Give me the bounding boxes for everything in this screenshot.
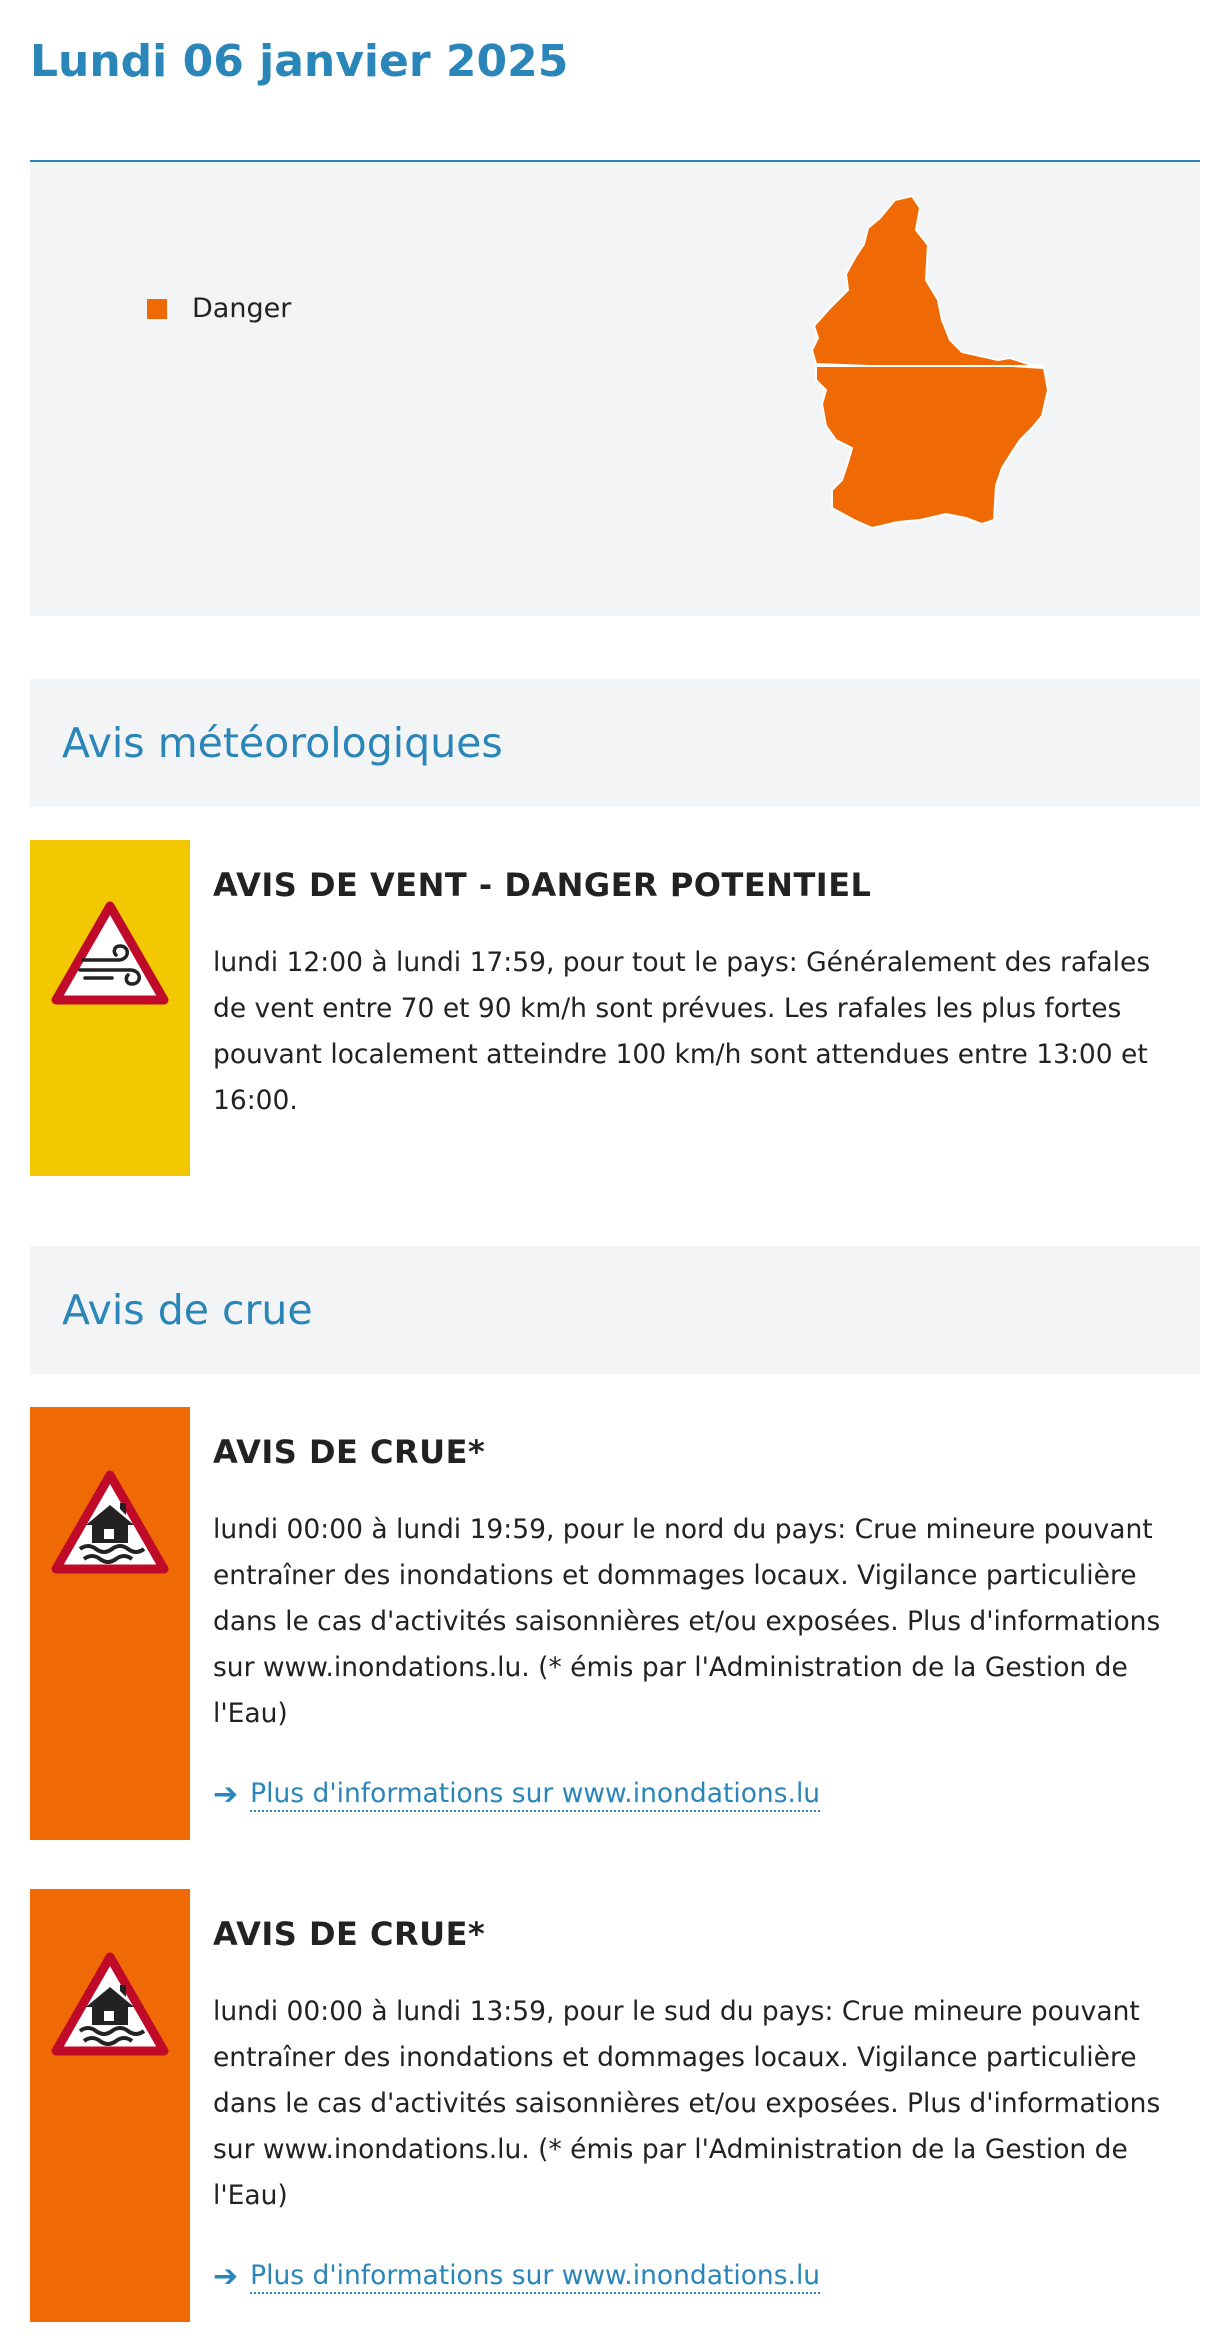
section-title-meteo: Avis météorologiques	[62, 719, 503, 767]
alert-title: AVIS DE CRUE*	[213, 1915, 486, 1953]
flood-warning-icon	[50, 1469, 170, 1579]
alert-title: AVIS DE CRUE*	[213, 1433, 486, 1471]
more-info-link-text: Plus d'informations sur www.inondations.lu	[250, 1778, 820, 1812]
section-header-crue	[30, 1246, 1200, 1374]
map-legend	[147, 293, 291, 324]
map-region-north[interactable]	[812, 196, 1044, 366]
alert-flood-north	[30, 1407, 1200, 1840]
section-title-crue: Avis de crue	[62, 1286, 313, 1334]
section-header-meteo	[30, 679, 1200, 807]
more-info-link[interactable]	[213, 2259, 820, 2294]
legend-label-danger: Danger	[192, 293, 292, 324]
alert-text: lundi 12:00 à lundi 17:59, pour tout le pays: Généralement des rafales de vent entre 70 et 90 km/h sont prévues. Les rafales les plus fortes pouvant localement atteindre 100 km/h sont attendues entre 13:00 et 16:00.	[213, 947, 1151, 1116]
wind-warning-icon	[50, 900, 170, 1010]
page-title: Lundi 06 janvier 2025	[30, 36, 569, 87]
alert-level-strip-orange	[30, 1889, 190, 2322]
alert-flood-south	[30, 1889, 1200, 2322]
luxembourg-map	[770, 190, 1070, 590]
alert-text: lundi 00:00 à lundi 13:59, pour le sud du pays: Crue mineure pouvant entraîner des inondations et dommages locaux. Vigilance particulière dans le cas d'activités saisonnières et/ou exposées. Plus d'informations sur www.inondations.lu. (* émis par l'Administration de la Gestion de l'Eau)	[213, 1996, 1161, 2211]
warning-map-panel	[30, 160, 1200, 616]
legend-swatch-danger	[147, 299, 167, 319]
flood-warning-icon	[50, 1951, 170, 2061]
more-info-link-text: Plus d'informations sur www.inondations.lu	[250, 2260, 820, 2294]
alert-title: AVIS DE VENT - DANGER POTENTIEL	[213, 866, 872, 904]
alert-level-strip-yellow	[30, 840, 190, 1176]
arrow-right-icon: ➔	[213, 2259, 239, 2294]
alert-text: lundi 00:00 à lundi 19:59, pour le nord du pays: Crue mineure pouvant entraîner des inondations et dommages locaux. Vigilance particulière dans le cas d'activités saisonnières et/ou exposées. Plus d'informations sur www.inondations.lu. (* émis par l'Administration de la Gestion de l'Eau)	[213, 1514, 1161, 1729]
alert-wind	[30, 840, 1200, 1176]
alert-level-strip-orange	[30, 1407, 190, 1840]
more-info-link[interactable]	[213, 1777, 820, 1812]
map-region-south[interactable]	[816, 366, 1048, 528]
arrow-right-icon: ➔	[213, 1777, 239, 1812]
